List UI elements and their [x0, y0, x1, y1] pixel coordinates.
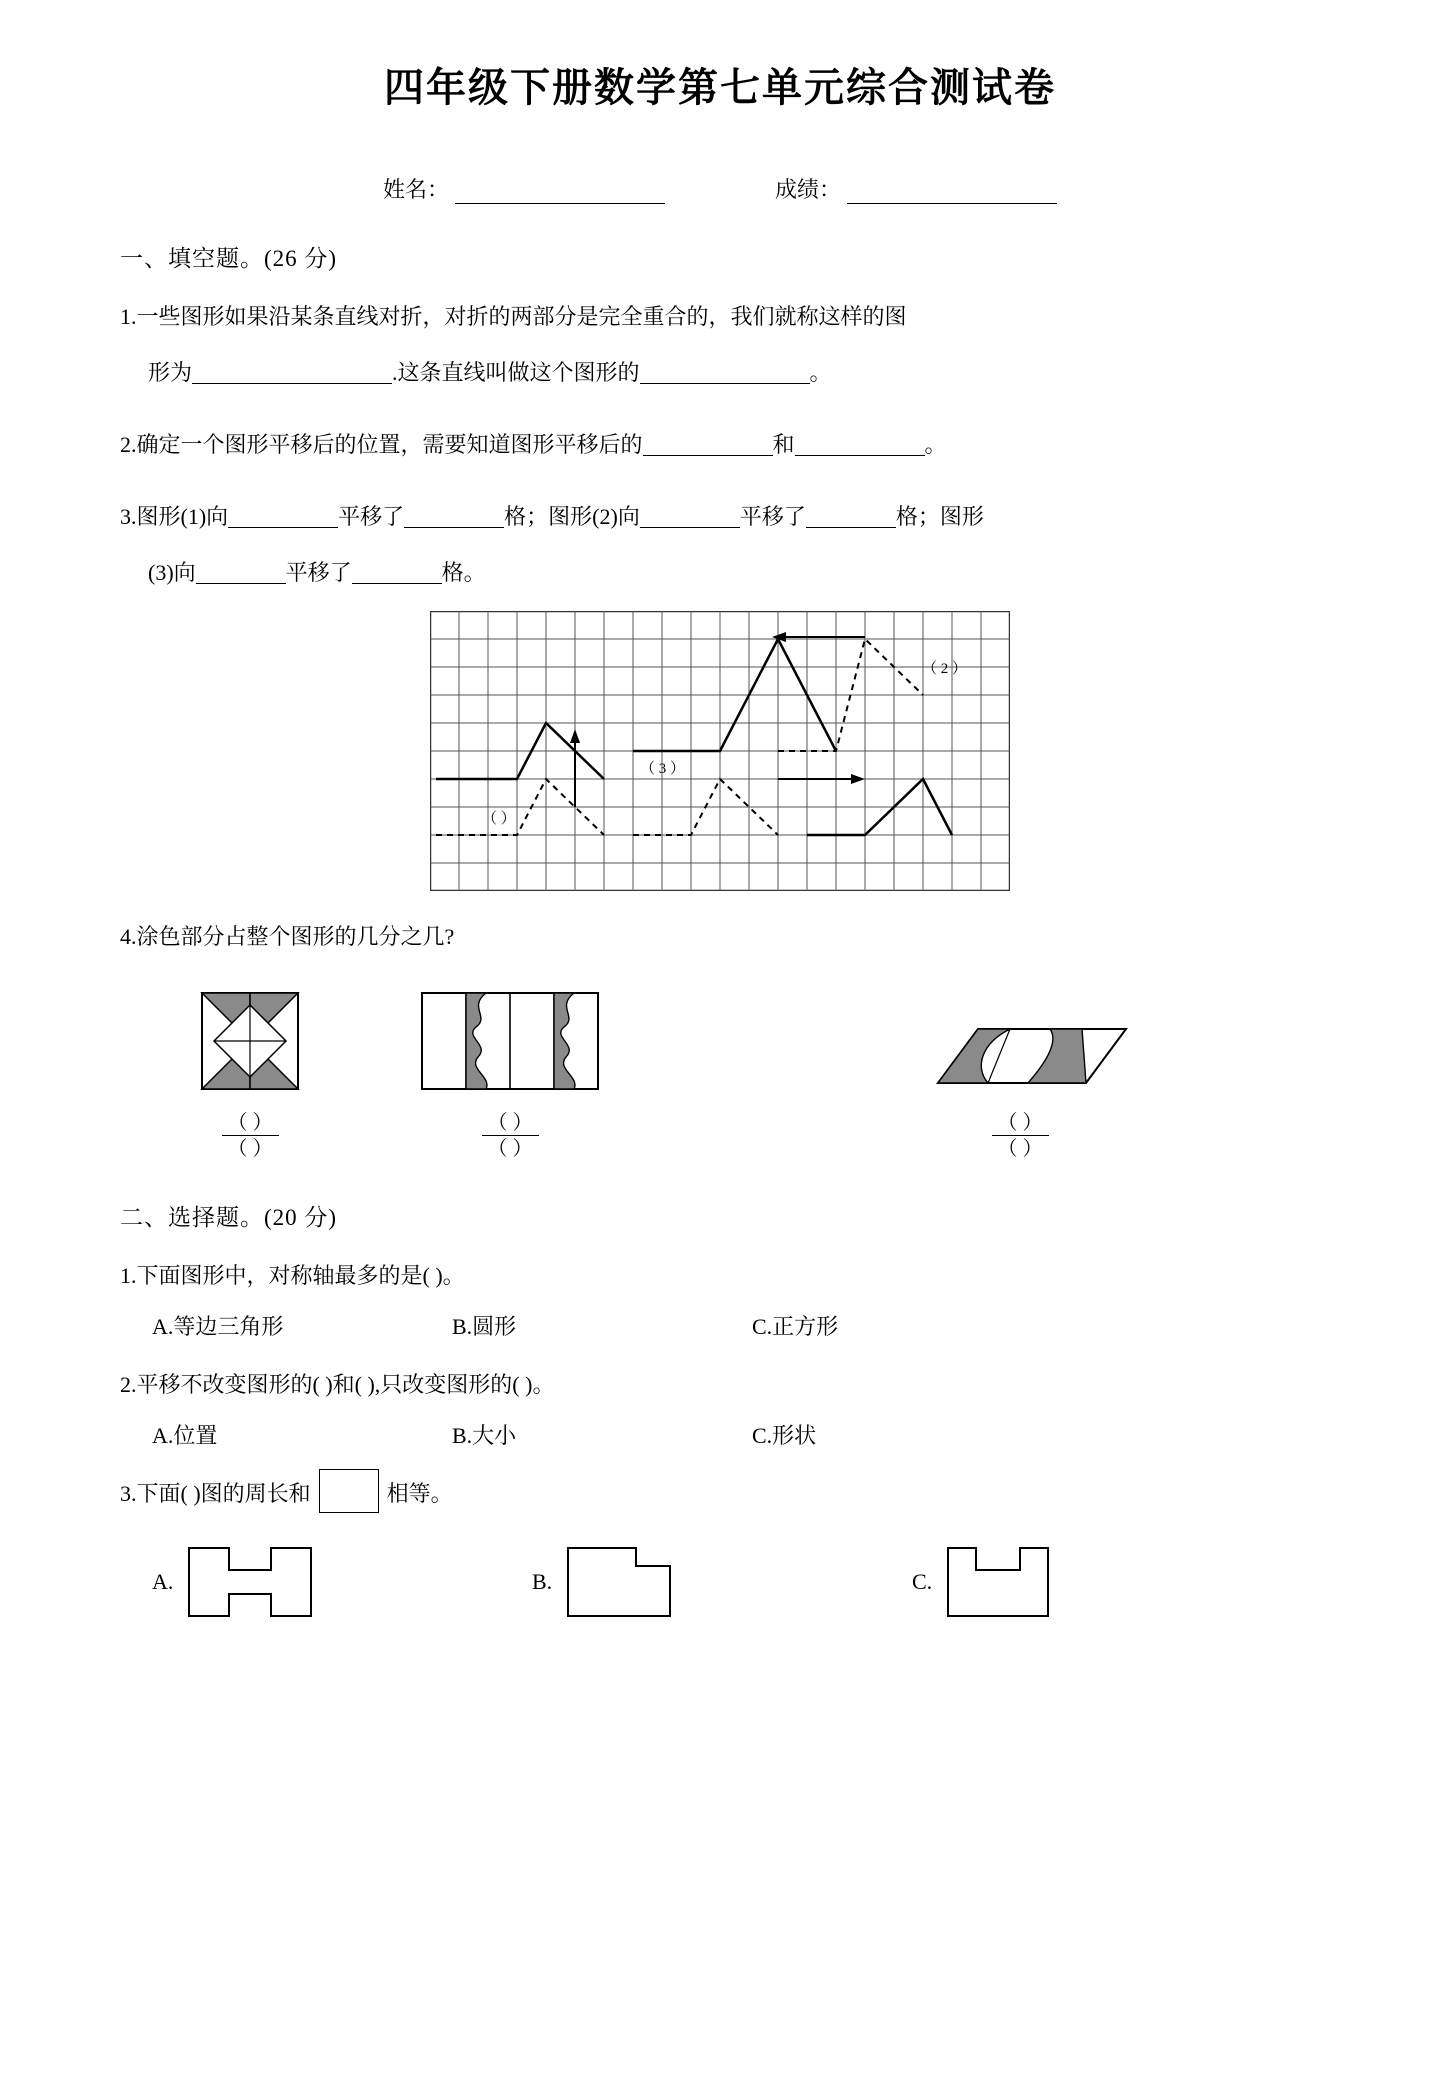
arrow-right-icon [778, 774, 865, 784]
question-3-line-1 [120, 489, 1320, 545]
section-heading-fill-in: 一、填空题。(26 分) [120, 246, 338, 271]
shaded-figure-parallelogram [910, 1021, 1130, 1091]
question-3-text-e: 格；图形 [895, 504, 984, 529]
name-field-group [383, 173, 665, 204]
fraction-1-numerator[interactable]: （ ） [222, 1113, 279, 1136]
fraction-3-numerator[interactable]: （ ） [992, 1113, 1049, 1136]
choice-1-option-b[interactable]: B.圆形 [452, 1314, 517, 1339]
choice-question-1 [120, 1248, 1320, 1304]
choice-3-option-a[interactable] [152, 1544, 532, 1620]
question-1 [120, 289, 1320, 401]
choice-3-option-c[interactable] [912, 1544, 1292, 1620]
blank-3-1[interactable] [228, 505, 338, 528]
grid-label-three: （ 3 ） [640, 761, 686, 777]
grid-diagram-svg [430, 611, 1010, 891]
question-3-text-a: 3.图形(1)向 [120, 504, 229, 529]
fraction-1-denominator[interactable]: （ ） [227, 1138, 273, 1160]
question-3-line-2 [120, 545, 1320, 601]
question-3 [120, 489, 1320, 601]
blank-2-1[interactable] [643, 433, 773, 456]
shape-notched-corner-polygon [564, 1544, 674, 1620]
blank-3-4[interactable] [806, 505, 896, 528]
choice-3-label-a: A. [152, 1569, 174, 1594]
shape-u-notch-polygon [944, 1544, 1054, 1620]
choice-3-options [120, 1544, 1320, 1620]
shaded-figure-2-group [420, 991, 600, 1159]
question-2-text-a: 2.确定一个图形平移后的位置，需要知道图形平移后的 [120, 432, 643, 457]
name-label: 姓名： [382, 177, 449, 202]
choice-2-option-c[interactable]: C.形状 [752, 1423, 817, 1448]
student-info-row [120, 173, 1320, 204]
score-input-blank[interactable] [847, 177, 1057, 204]
grid-label-one: （ ） [482, 811, 516, 827]
question-2-text-c: 。 [924, 432, 947, 457]
fraction-2-denominator[interactable]: （ ） [487, 1138, 533, 1160]
score-label: 成绩： [775, 177, 842, 202]
choice-question-2 [120, 1357, 1320, 1413]
shaded-figures-row [120, 991, 1320, 1159]
question-4-text: 4.涂色部分占整个图形的几分之几? [120, 924, 455, 949]
choice-2-option-b[interactable]: B.大小 [452, 1423, 517, 1448]
blank-3-5[interactable] [196, 561, 286, 584]
question-3-text-h: 格。 [441, 560, 486, 585]
choice-question-3 [120, 1466, 1320, 1522]
question-3-text-c: 格；图形(2)向 [504, 504, 640, 529]
blank-3-6[interactable] [352, 561, 442, 584]
shaded-figure-wave-rect [420, 991, 600, 1091]
fraction-2-numerator[interactable]: （ ） [482, 1113, 539, 1136]
choice-2-option-a[interactable]: A.位置 [152, 1423, 218, 1448]
section-heading-choice: 二、选择题。(20 分) [120, 1205, 338, 1230]
blank-3-3[interactable] [640, 505, 740, 528]
question-4 [120, 909, 1320, 965]
worksheet-page [0, 56, 1440, 2092]
blank-1-2[interactable] [640, 361, 810, 384]
arrow-left-icon [772, 632, 865, 642]
reference-shape-box [319, 1469, 379, 1513]
question-3-text-d: 平移了 [739, 504, 806, 529]
choice-3-option-b[interactable] [532, 1544, 912, 1620]
choice-1-options [120, 1310, 1320, 1341]
shape-h-polygon [185, 1544, 315, 1620]
choice-3-label-c: C. [912, 1569, 933, 1594]
arrow-up-icon [570, 729, 580, 807]
choice-question-1-text: 1.下面图形中，对称轴最多的是( )。 [120, 1263, 465, 1288]
choice-3-label-b: B. [532, 1569, 553, 1594]
question-3-text-b: 平移了 [338, 504, 405, 529]
choice-2-options [120, 1419, 1320, 1450]
question-2 [120, 417, 1320, 473]
choice-question-2-text: 2.平移不改变图形的( )和( ),只改变图形的( )。 [120, 1372, 555, 1397]
question-1-text-b: .这条直线叫做这个图形的 [392, 360, 640, 385]
translation-grid-figure [120, 611, 1320, 891]
score-field-group [775, 173, 1057, 204]
choice-question-3-text-a: 3.下面( )图的周长和 [120, 1481, 311, 1506]
page-title: 四年级下册数学第七单元综合测试卷 [384, 66, 1056, 110]
blank-1-1[interactable] [192, 361, 392, 384]
fraction-2 [482, 1113, 539, 1159]
question-1-text-c: 。 [809, 360, 832, 385]
question-1-line-1: 1.一些图形如果沿某条直线对折，对折的两部分是完全重合的，我们就称这样的图 [120, 304, 907, 329]
shaded-figure-1-group [200, 991, 300, 1159]
name-input-blank[interactable] [455, 177, 665, 204]
fraction-3-denominator[interactable]: （ ） [997, 1138, 1043, 1160]
choice-1-option-c[interactable]: C.正方形 [752, 1314, 839, 1339]
question-3-text-g: 平移了 [285, 560, 352, 585]
blank-2-2[interactable] [795, 433, 925, 456]
question-3-text-f: (3)向 [148, 560, 196, 585]
fraction-1 [222, 1113, 279, 1159]
fraction-3 [992, 1113, 1049, 1159]
question-2-text-b: 和 [772, 432, 795, 457]
question-1-line-2 [120, 345, 1320, 401]
choice-question-3-text-b: 相等。 [386, 1481, 453, 1506]
shaded-figure-square [200, 991, 300, 1091]
question-1-text-a: 形为 [148, 360, 193, 385]
shaded-figure-3-group [910, 1021, 1130, 1159]
grid-label-two: （ 2 ） [922, 661, 968, 677]
choice-1-option-a[interactable]: A.等边三角形 [152, 1314, 284, 1339]
blank-3-2[interactable] [404, 505, 504, 528]
